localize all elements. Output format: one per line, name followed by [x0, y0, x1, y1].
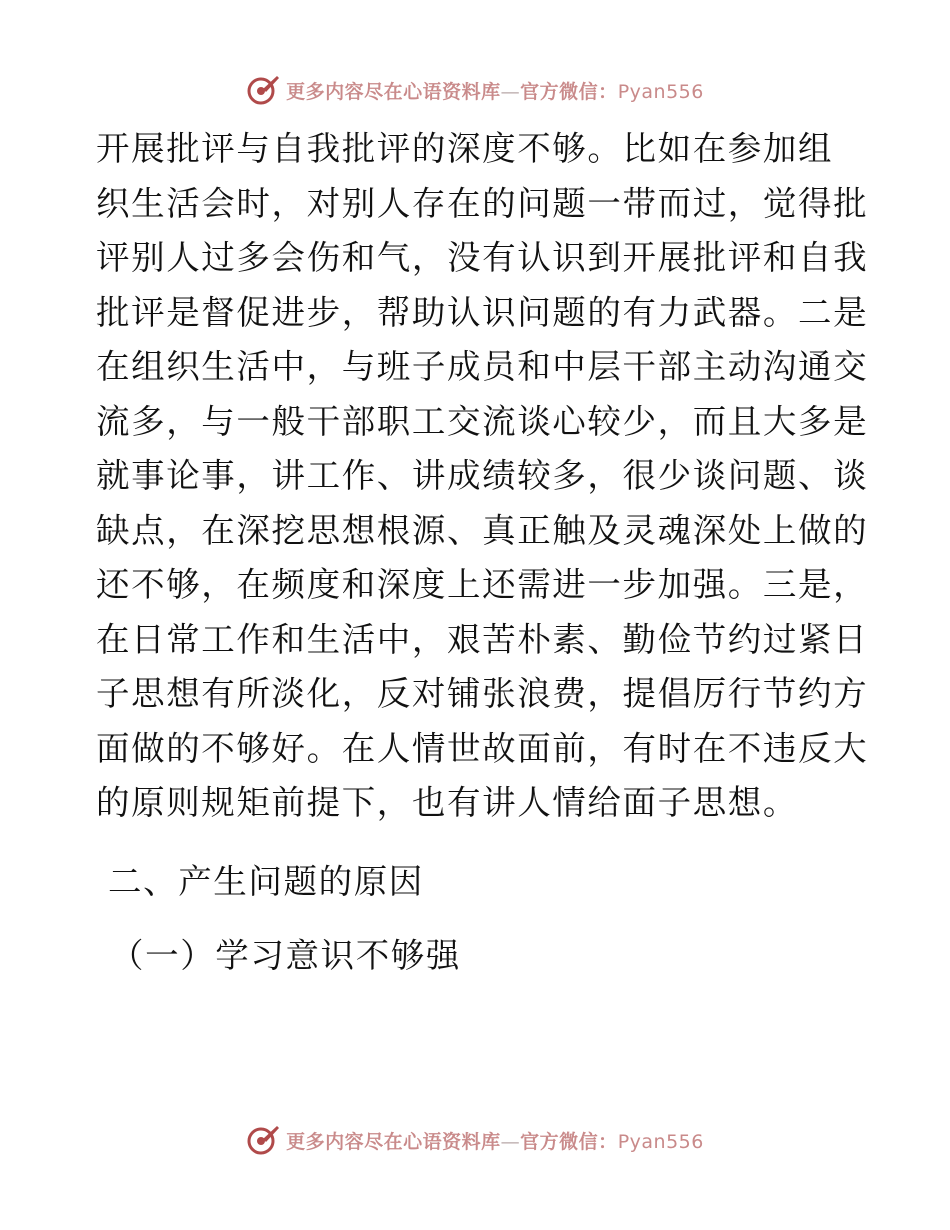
watermark-id: Pyan556: [617, 1130, 704, 1153]
text-line: 批评是督促进步，帮助认识问题的有力武器。二是: [96, 292, 869, 332]
watermark-main: 更多内容尽在心语资料库: [286, 80, 501, 103]
text-line: 缺点，在深挖思想根源、真正触及灵魂深处上做的: [96, 510, 869, 550]
watermark-separator: —: [500, 80, 521, 103]
sub-heading: （一）学习意识不够强: [110, 936, 461, 975]
watermark-id: Pyan556: [617, 80, 704, 103]
text-line: 评别人过多会伤和气，没有认识到开展批评和自我: [96, 238, 869, 277]
text-line: 开展批评与自我批评的深度不够。比如在参加组: [96, 129, 834, 168]
document-body: [96, 122, 869, 984]
watermark-text: [286, 1127, 704, 1154]
watermark-header: [0, 70, 950, 110]
text-line: 就事论事，讲工作、讲成绩较多，很少谈问题、谈: [96, 456, 869, 495]
brush-logo-icon: [246, 1123, 280, 1157]
text-line: 织生活会时，对别人存在的问题一带而过，觉得批: [96, 183, 869, 223]
text-line: 流多，与一般干部职工交流谈心较少，而且大多是: [96, 401, 869, 441]
body-paragraph: [96, 122, 869, 831]
text-line: 在组织生活中，与班子成员和中层干部主动沟通交: [96, 347, 869, 386]
text-line: 还不够，在频度和深度上还需进一步加强。三是，: [96, 565, 869, 604]
watermark-footer: [0, 1120, 950, 1160]
text-line: 面做的不够好。在人情世故面前，有时在不违反大: [96, 728, 869, 768]
text-line: 子思想有所淡化，反对铺张浪费，提倡厉行节约方: [96, 674, 869, 713]
watermark-main: 更多内容尽在心语资料库: [286, 1130, 501, 1153]
text-line: 的原则规矩前提下，也有讲人情给面子思想。: [96, 783, 798, 822]
watermark-separator: —: [500, 1130, 521, 1153]
section-heading: 二、产生问题的原因: [108, 861, 424, 901]
watermark-official: 官方微信：: [520, 1130, 618, 1153]
watermark-official: 官方微信：: [520, 80, 618, 103]
watermark-text: [286, 77, 704, 104]
brush-logo-icon: [246, 73, 280, 107]
text-line: 在日常工作和生活中，艰苦朴素、勤俭节约过紧日: [96, 619, 869, 659]
